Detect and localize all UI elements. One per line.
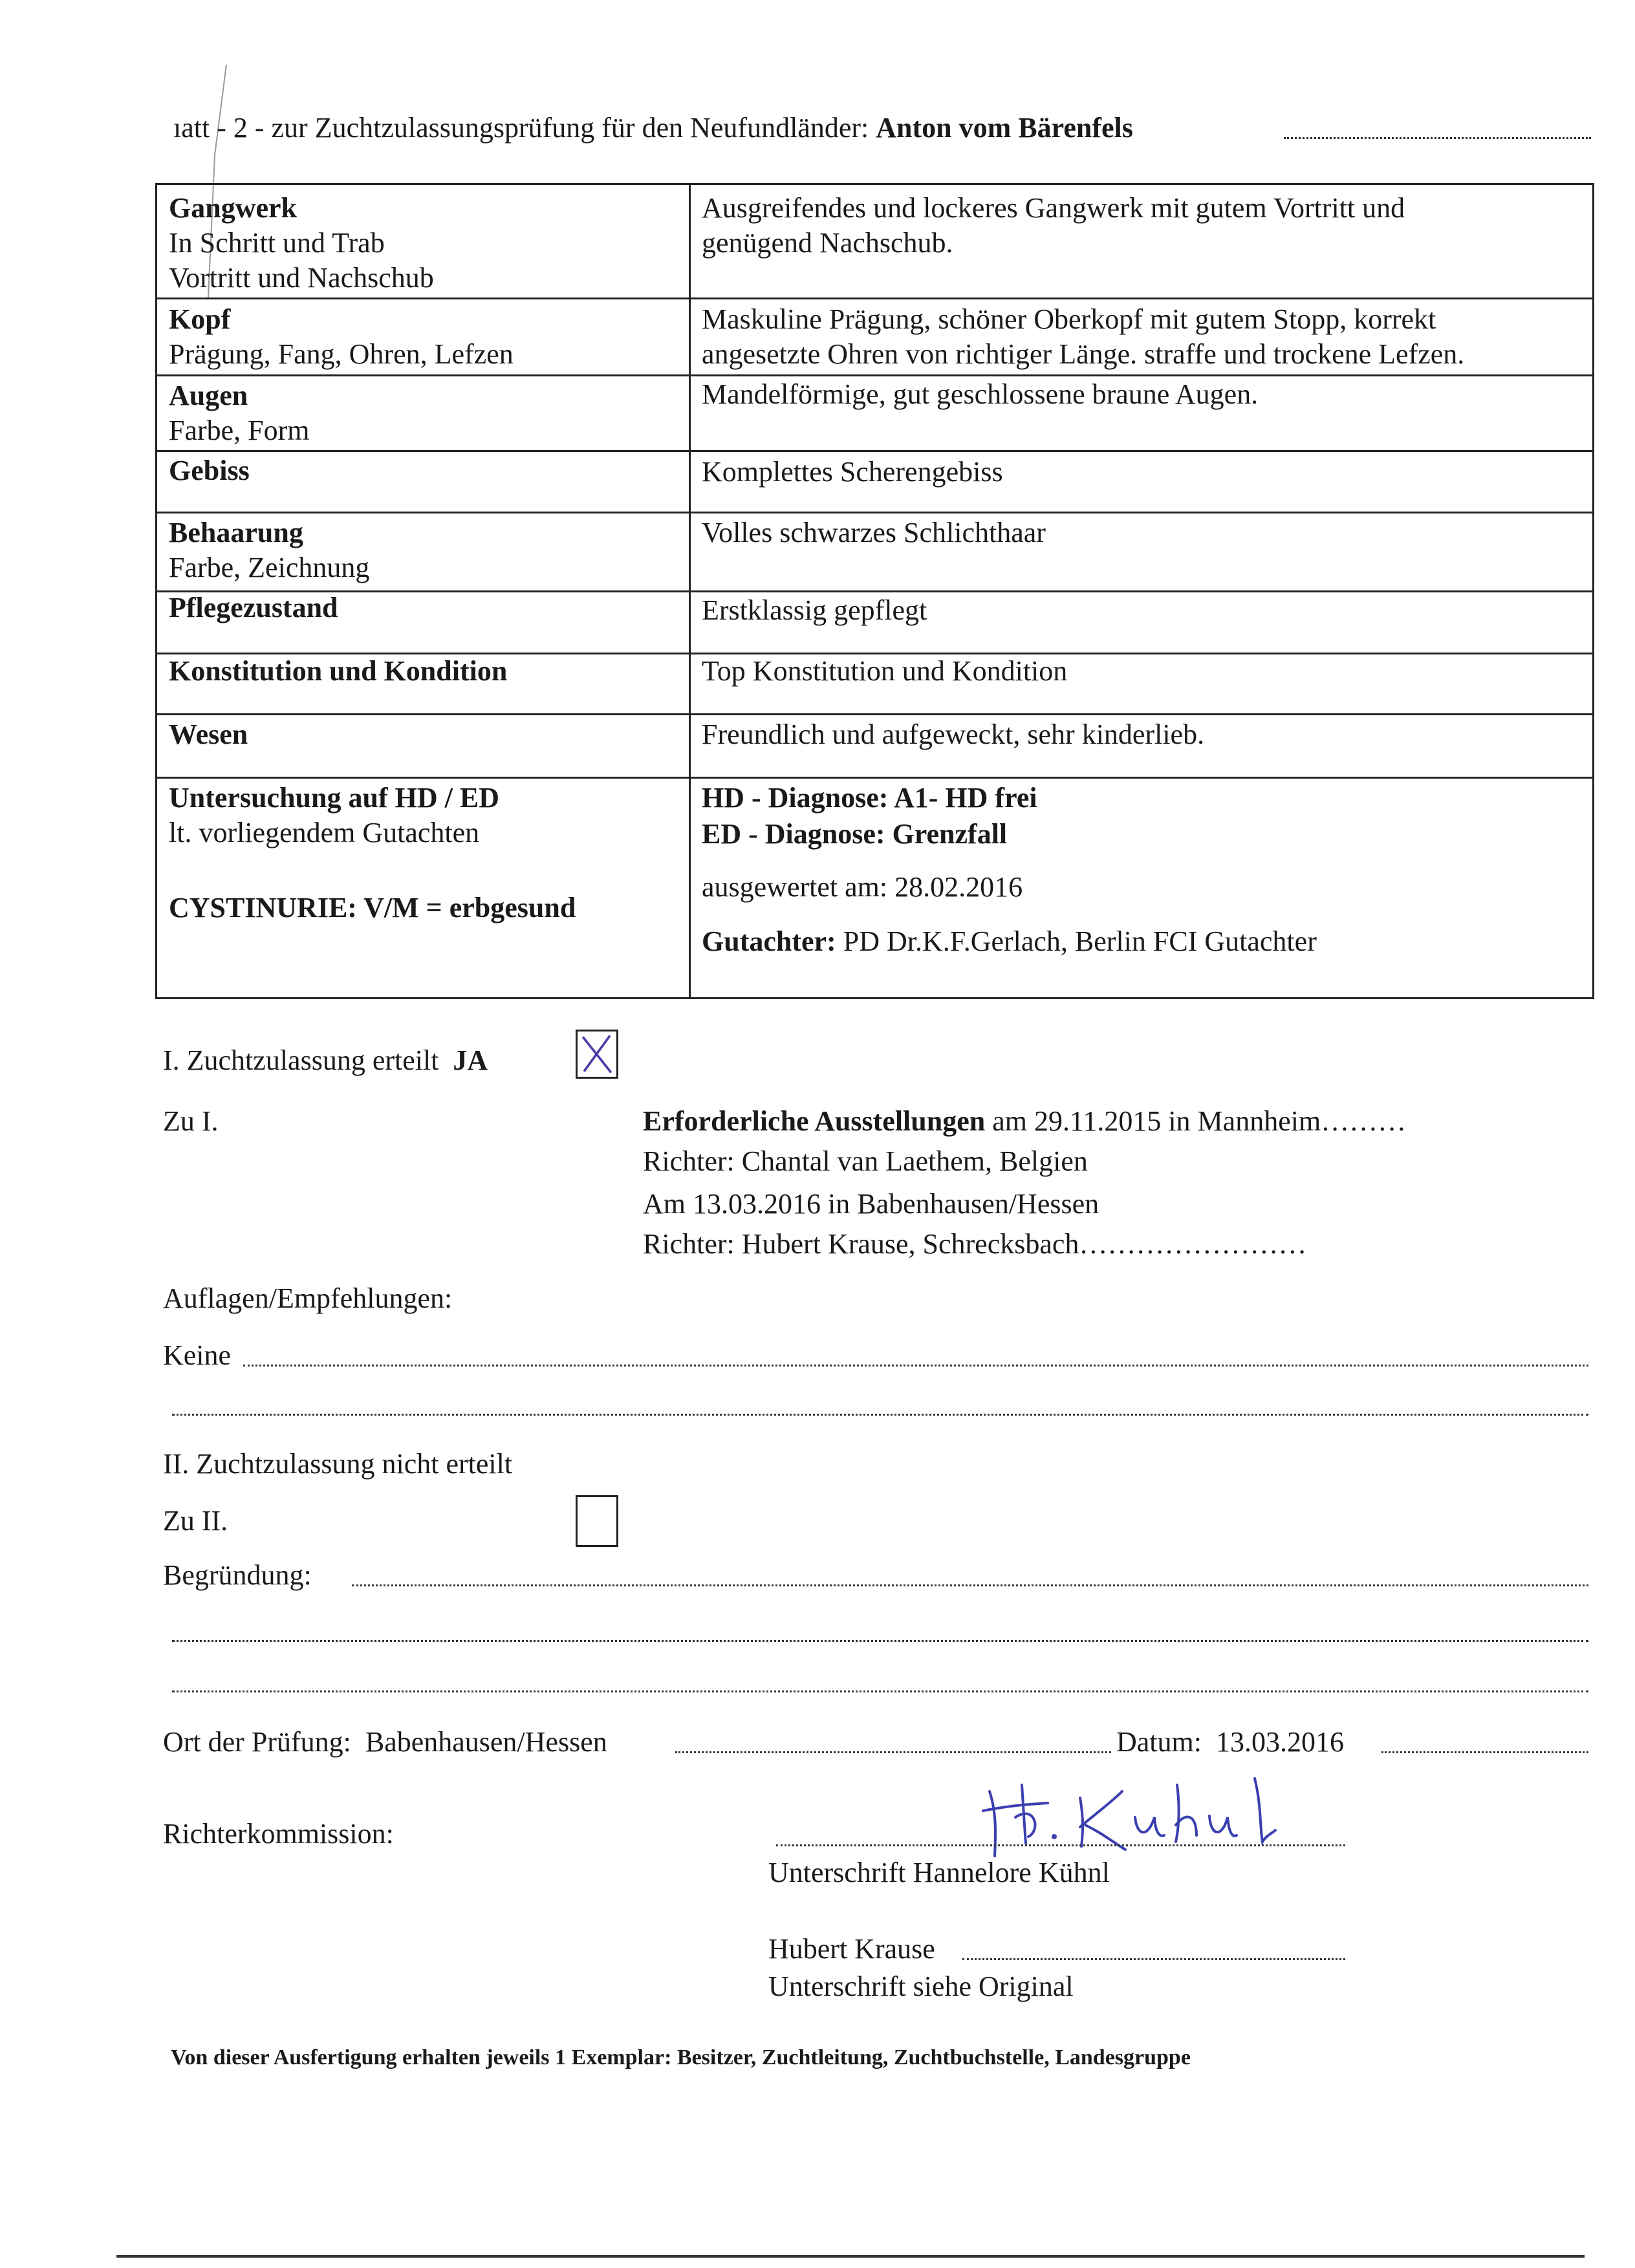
commission-label: Richterkommission: — [163, 1818, 394, 1850]
expert-value: PD Dr.K.F.Gerlach, Berlin FCI Gutachter — [843, 925, 1317, 957]
row-value: Erstklassig gepflegt — [702, 594, 927, 626]
page-header — [173, 110, 1133, 146]
place-line — [163, 1724, 607, 1760]
conditions-dotline-2 — [172, 1414, 1588, 1416]
ed-diagnosis: ED - Diagnose: Grenzfall — [702, 818, 1008, 850]
row-value: Freundlich und aufgeweckt, sehr kinderlieb. — [702, 718, 1205, 750]
row-value: Top Konstitution und Kondition — [702, 655, 1068, 687]
judge-1: Richter: Chantal van Laethem, Belgien — [643, 1145, 1088, 1177]
expert-line — [702, 923, 1317, 960]
row-label-wesen: Wesen — [169, 718, 248, 750]
place-dotline — [675, 1751, 1111, 1753]
reason-label: Begründung: — [163, 1559, 312, 1591]
reason-dotline-3 — [172, 1690, 1588, 1692]
table-row-divider — [157, 777, 1592, 779]
granted-ja: JA — [453, 1044, 488, 1076]
signature-1-caption: Unterschrift Hannelore Kühnl — [768, 1857, 1110, 1888]
shows-line — [643, 1103, 1406, 1139]
handwritten-signature — [970, 1766, 1306, 1863]
signature-2-name: Hubert Krause — [768, 1933, 935, 1965]
dog-name: Anton vom Bärenfels — [876, 112, 1133, 144]
hd-diagnosis: HD - Diagnose: A1- HD frei — [702, 782, 1037, 814]
granted-checkbox[interactable] — [576, 1030, 618, 1079]
granted-line — [163, 1042, 488, 1079]
place-value: Babenhausen/Hessen — [365, 1726, 607, 1758]
row-value: Komplettes Scherengebiss — [702, 456, 1003, 488]
distribution-note: Von dieser Ausfertigung erhalten jeweils 1 Exemplar: Besitzer, Zuchtleitung, Zuchtbuchstelle, Landesgruppe — [171, 2046, 1191, 2069]
row-label-gangwerk: Gangwerk — [169, 192, 297, 224]
date-dotline — [1381, 1751, 1588, 1753]
conditions-label: Auflagen/Empfehlungen: — [163, 1282, 453, 1314]
expert-label: Gutachter: — [702, 925, 836, 957]
evaluation-date: ausgewertet am: 28.02.2016 — [702, 871, 1023, 903]
show-2: Am 13.03.2016 in Babenhausen/Hessen — [643, 1188, 1099, 1220]
place-label: Ort der Prüfung: — [163, 1726, 351, 1758]
zu-ii-label: Zu II. — [163, 1505, 228, 1537]
date-label: Datum: — [1116, 1726, 1202, 1758]
row-label-behaarung: Behaarung — [169, 517, 303, 548]
conditions-dotline — [243, 1365, 1588, 1366]
zu-i-label: Zu I. — [163, 1105, 219, 1137]
judge-2: Richter: Hubert Krause, Schrecksbach…………………… — [643, 1228, 1307, 1260]
row-value: angesetzte Ohren von richtiger Länge. straffe und trockene Lefzen. — [702, 338, 1465, 370]
row-label-kopf: Kopf — [169, 303, 231, 335]
row-value: Ausgreifendes und lockeres Gangwerk mit gutem Vortritt und — [702, 192, 1405, 224]
conditions-value: Keine — [163, 1339, 232, 1371]
cystinurie-result: CYSTINURIE: V/M = erbgesund — [169, 892, 576, 923]
row-value: genügend Nachschub. — [702, 227, 953, 259]
row-value: Volles schwarzes Schlichthaar — [702, 517, 1046, 548]
table-row-divider — [157, 713, 1592, 715]
table-row-divider — [157, 512, 1592, 513]
table-row-divider — [157, 297, 1592, 299]
header-prefix: ıatt - 2 - zur Zuchtzulassungsprüfung für den Neufundländer: — [173, 112, 869, 144]
signature-2-caption: Unterschrift siehe Original — [768, 1971, 1074, 2002]
reason-dotline — [352, 1584, 1588, 1586]
row-value: Maskuline Prägung, schöner Oberkopf mit gutem Stopp, korrekt — [702, 303, 1436, 335]
evaluation-table — [155, 183, 1594, 999]
row-label-konstitution: Konstitution und Kondition — [169, 655, 508, 687]
row-sublabel: Farbe, Form — [169, 415, 310, 446]
shows-label: Erforderliche Ausstellungen — [643, 1105, 986, 1137]
reason-dotline-2 — [172, 1640, 1588, 1642]
date-line — [1116, 1724, 1344, 1760]
row-value: Mandelförmige, gut geschlossene braune Augen. — [702, 378, 1259, 410]
page-bottom-rule — [116, 2255, 1585, 2258]
shows-detail: am 29.11.2015 in Mannheim……… — [992, 1105, 1407, 1137]
header-dotline — [1284, 137, 1591, 139]
row-label-untersuchung: Untersuchung auf HD / ED — [169, 782, 499, 814]
table-row-divider — [157, 450, 1592, 452]
row-sublabel: In Schritt und Trab — [169, 227, 385, 259]
row-sublabel: Vortritt und Nachschub — [169, 262, 434, 294]
row-label-pflegezustand: Pflegezustand — [169, 592, 338, 623]
row-sublabel: lt. vorliegendem Gutachten — [169, 817, 480, 848]
row-label-augen: Augen — [169, 380, 248, 411]
row-sublabel: Prägung, Fang, Ohren, Lefzen — [169, 338, 514, 370]
row-sublabel: Farbe, Zeichnung — [169, 552, 370, 583]
date-value: 13.03.2016 — [1215, 1726, 1344, 1758]
not-granted-label: II. Zuchtzulassung nicht erteilt — [163, 1448, 513, 1480]
row-label-gebiss: Gebiss — [169, 455, 250, 486]
signature-dotline — [776, 1844, 1345, 1846]
granted-label: I. Zuchtzulassung erteilt — [163, 1044, 439, 1076]
not-granted-checkbox[interactable] — [576, 1495, 618, 1547]
signature-2-dotline — [962, 1958, 1345, 1960]
checkmark-x-icon — [578, 1031, 616, 1077]
